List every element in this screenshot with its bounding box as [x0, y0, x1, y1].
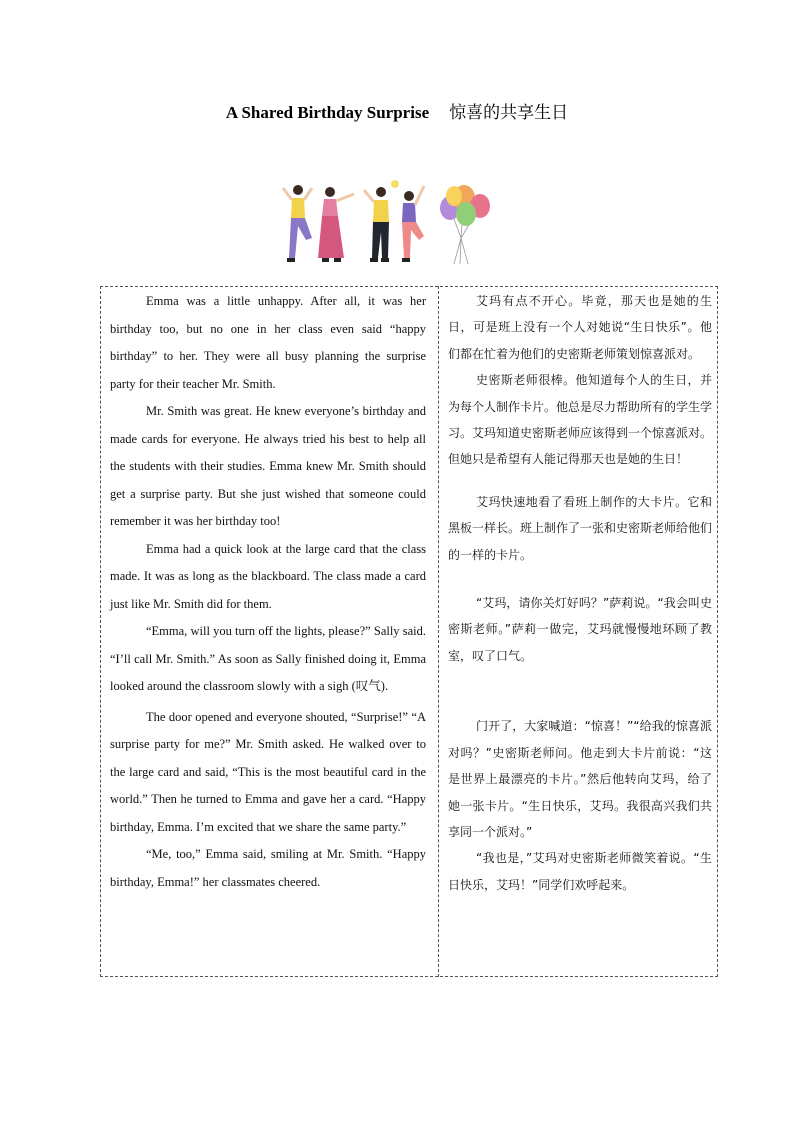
english-paragraph-3: Emma had a quick look at the large card that the class made. It was as long as the blackboard. The class made a card just like Mr. Smith did for them. — [110, 541, 426, 611]
chinese-paragraph-5: 门开了，大家喊道：“惊喜！”“给我的惊喜派对吗？”史密斯老师问。他走到大卡片前说：“这是世界上最漂亮的卡片。”然后他转向艾玛，给了她一张卡片。“生日快乐，艾玛。我很高兴我们共享同一个派对。” — [448, 719, 712, 839]
balloons — [440, 185, 490, 264]
dancer-3 — [364, 180, 399, 262]
chinese-paragraph-4: “艾玛，请你关灯好吗？”萨莉说。“我会叫史密斯老师。”萨莉一做完，艾玛就慢慢地环顾了教室，叹了口气。 — [448, 596, 712, 663]
title-english: A Shared Birthday Surprise — [225, 103, 430, 122]
chinese-paragraph-2: 史密斯老师很棒。他知道每个人的生日，并为每个人制作卡片。他总是尽力帮助所有的学生学习。艾玛知道史密斯老师应该得到一个惊喜派对。但她只是希望有人能记得那天也是她的生日！ — [448, 373, 713, 467]
dancer-4 — [402, 186, 424, 262]
column-divider — [438, 286, 439, 977]
chinese-paragraph-6: “我也是，”艾玛对史密斯老师微笑着说。“生日快乐，艾玛！”同学们欢呼起来。 — [448, 851, 712, 892]
english-paragraph-6: “Me, too,” Emma said, smiling at Mr. Smith. “Happy birthday, Emma!” her classmates cheered. — [110, 847, 426, 889]
english-paragraph-2: Mr. Smith was great. He knew everyone’s birthday and made cards for everyone. He always tried his best to help all the students with their studies. Emma knew Mr. Smith should get a surprise party. But she just wished that someone could remember it was her birthday too! — [110, 404, 426, 528]
dancer-1 — [283, 185, 312, 262]
english-column — [110, 288, 426, 896]
english-paragraph-1: Emma was a little unhappy. After all, it was her birthday too, but no one in her class even said “happy birthday” to her. They were all busy planning the surprise party for their teacher Mr. Smith. — [110, 294, 426, 391]
english-paragraph-4: “Emma, will you turn off the lights, please?” Sally said. “I’ll call Mr. Smith.” As soon as Sally finished doing it, Emma looked around the classroom slowly with a sigh (叹气). — [110, 624, 426, 693]
english-paragraph-5: The door opened and everyone shouted, “Surprise!” “A surprise party for me?” Mr. Smith asked. He walked over to the large card and said, “This is the most beautiful card in the world.” Then he turned to Emma and gave her a card. “Happy birthday, Emma. I’m excited that we share the same party.” — [110, 709, 426, 834]
title-chinese: 惊喜的共享生日 — [449, 103, 569, 123]
chinese-column — [448, 288, 712, 898]
dancer-2 — [318, 187, 354, 262]
chinese-paragraph-1: 艾玛有点不开心。毕竟，那天也是她的生日，可是班上没有一个人对她说“生日快乐”。他们都在忙着为他们的史密斯老师策划惊喜派对。 — [448, 294, 712, 361]
chinese-paragraph-3: 艾玛快速地看了看班上制作的大卡片。它和黑板一样长。班上制作了一张和史密斯老师给他们的一样的卡片。 — [448, 494, 713, 562]
party-people-balloons-icon — [278, 176, 506, 268]
page-title — [0, 98, 794, 123]
